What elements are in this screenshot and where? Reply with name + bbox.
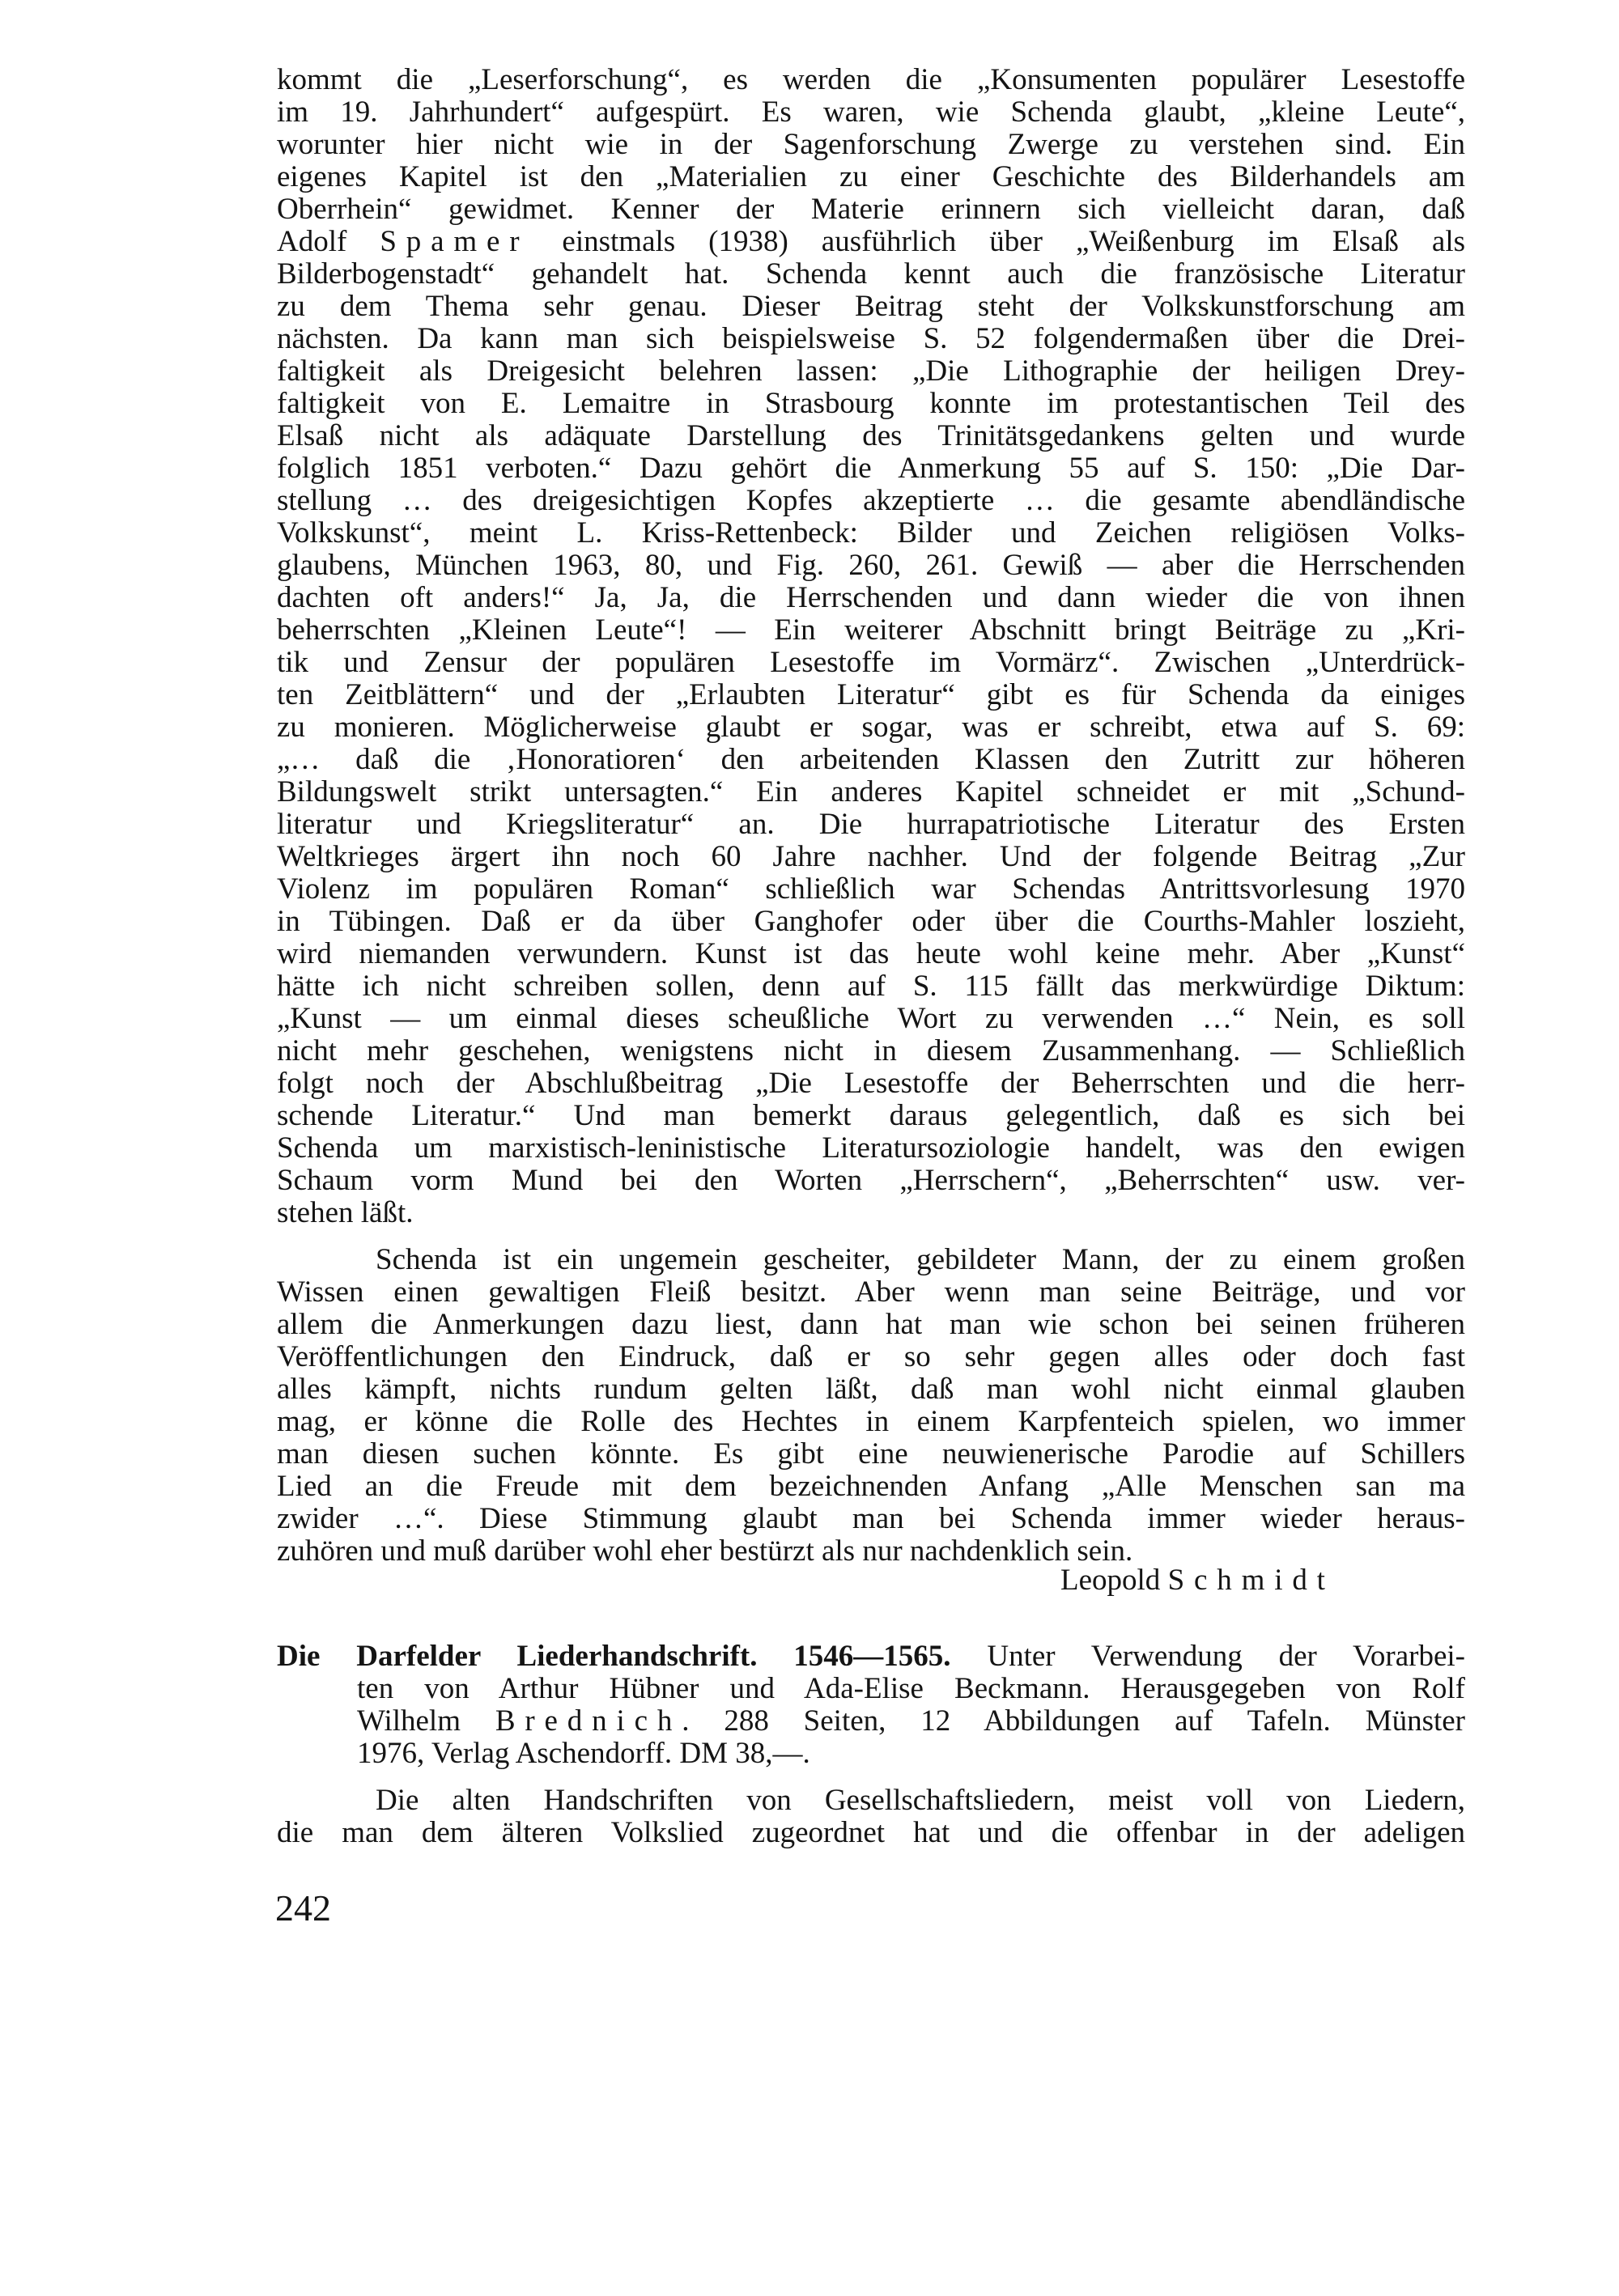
- text-line: [277, 1276, 1465, 1309]
- text-segment: Bilderbogenstadt“ gehandelt hat. Schenda kennt auch die französische Literatur: [277, 257, 1465, 291]
- text-segment: folgt noch der Abschlußbeitrag „Die Lesestoffe der Beherrschten und die herr-: [277, 1067, 1465, 1100]
- text-segment: alles kämpft, nichts rundum gelten läßt, daß man wohl nicht einmal glauben: [277, 1373, 1465, 1406]
- text-line: [277, 420, 1465, 452]
- text-segment: faltigkeit als Dreigesicht belehren lassen: „Die Lithographie der heiligen Drey-: [277, 354, 1465, 388]
- text-line: [277, 161, 1465, 193]
- review-paragraph-2: [277, 1244, 1465, 1568]
- text-line: [277, 1406, 1465, 1438]
- text-line: [277, 291, 1465, 323]
- text-segment: mag, er könne die Rolle des Hechtes in einem Karpfenteich spielen, wo immer: [277, 1405, 1465, 1438]
- text-line: [277, 550, 1465, 582]
- text-line: [277, 1309, 1465, 1341]
- text-segment: beherrschten „Kleinen Leute“! — Ein weiterer Abschnitt bringt Beiträge zu „Kri-: [277, 613, 1465, 647]
- text-segment: schende Literatur.“ Und man bemerkt daraus gelegentlich, daß es sich bei: [277, 1099, 1465, 1132]
- text-line: [277, 1244, 1465, 1276]
- text-segment: Schenda ist ein ungemein gescheiter, gebildeter Mann, der zu einem großen: [376, 1243, 1465, 1276]
- text-line: [277, 193, 1465, 226]
- text-line: [277, 485, 1465, 517]
- reviewer-last-name: Schmidt: [1167, 1564, 1335, 1597]
- text-line: [277, 517, 1465, 550]
- text-line: [277, 1341, 1465, 1373]
- text-segment: . 288 Seiten, 12 Abbildungen auf Tafeln. Münster: [682, 1704, 1465, 1738]
- text-line: [277, 1132, 1465, 1165]
- text-segment: literatur und Kriegsliteratur“ an. Die hurrapatriotische Literatur des Ersten: [277, 808, 1465, 841]
- text-segment: Veröffentlichungen den Eindruck, daß er so sehr gegen alles oder doch fast: [277, 1340, 1465, 1373]
- text-line: [277, 614, 1465, 647]
- text-segment: zu dem Thema sehr genau. Dieser Beitrag steht der Volkskunstforschung am: [277, 290, 1465, 323]
- text-line: [277, 388, 1465, 420]
- text-line: [277, 323, 1465, 355]
- text-segment: tik und Zensur der populären Lesestoffe im Vormärz“. Zwischen „Unterdrück-: [277, 646, 1465, 679]
- text-line: [277, 970, 1465, 1003]
- text-segment: einstmals (1938) ausführlich über „Weißenburg im Elsaß als: [529, 225, 1465, 258]
- text-line: [277, 582, 1465, 614]
- text-line: [277, 744, 1465, 776]
- bold-title: Die Darfelder Liederhandschrift. 1546—1565.: [277, 1640, 951, 1673]
- text-segment: zuhören und muß darüber wohl eher bestürzt als nur nachdenklich sein.: [277, 1534, 1133, 1568]
- text-segment: die man dem älteren Volkslied zugeordnet hat und die offenbar in der adeligen: [277, 1816, 1465, 1849]
- review-paragraph-3: [277, 1785, 1465, 1849]
- text-line: [277, 1067, 1465, 1100]
- text-segment: Wissen einen gewaltigen Fleiß besitzt. Aber wenn man seine Beiträge, und vor: [277, 1275, 1465, 1309]
- text-line: [277, 1035, 1465, 1067]
- text-line: [277, 938, 1465, 970]
- text-line: [277, 647, 1465, 679]
- text-segment: 1976, Verlag Aschendorff. DM 38,—.: [357, 1737, 810, 1770]
- text-segment: Wilhelm: [357, 1704, 495, 1738]
- text-line: [277, 1197, 1465, 1229]
- text-line: [277, 1785, 1465, 1817]
- text-segment: Weltkrieges ärgert ihn noch 60 Jahre nachher. Und der folgende Beitrag „Zur: [277, 840, 1465, 873]
- text-segment: in Tübingen. Daß er da über Ganghofer oder über die Courths-Mahler loszieht,: [277, 905, 1465, 938]
- text-line: [277, 1003, 1465, 1035]
- reviewer-signature: [1060, 1564, 1335, 1597]
- text-line: [277, 1165, 1465, 1197]
- text-segment: wird niemanden verwundern. Kunst ist das heute wohl keine mehr. Aber „Kunst“: [277, 937, 1465, 970]
- text-segment: worunter hier nicht wie in der Sagenforschung Zwerge zu verstehen sind. Ein: [277, 128, 1465, 161]
- text-segment: kommt die „Leserforschung“, es werden die „Konsumenten populärer Lesestoffe: [277, 63, 1465, 96]
- spaced-name: Brednich: [495, 1704, 682, 1738]
- text-line: [277, 679, 1465, 711]
- spaced-name: Spamer: [380, 225, 529, 258]
- text-line: [277, 1503, 1465, 1535]
- text-line: [277, 906, 1465, 938]
- text-segment: stehen läßt.: [277, 1196, 414, 1229]
- reviewer-first-name: Leopold: [1060, 1564, 1168, 1597]
- text-line: [277, 841, 1465, 873]
- text-segment: Die alten Handschriften von Gesellschaftsliedern, meist voll von Liedern,: [376, 1784, 1465, 1817]
- text-segment: Unter Verwendung der Vorarbei-: [950, 1640, 1465, 1673]
- text-segment: „… daß die ‚Honoratioren‘ den arbeitenden Klassen den Zutritt zur höheren: [277, 743, 1465, 776]
- text-segment: nicht mehr geschehen, wenigstens nicht in diesem Zusammenhang. — Schließlich: [277, 1034, 1465, 1067]
- text-segment: Violenz im populären Roman“ schließlich war Schendas Antrittsvorlesung 1970: [277, 872, 1465, 906]
- text-line: [277, 1640, 1465, 1673]
- text-line: [277, 873, 1465, 906]
- text-segment: stellung … des dreigesichtigen Kopfes akzeptierte … die gesamte abendländische: [277, 484, 1465, 517]
- review-paragraph-1: [277, 64, 1465, 1229]
- text-line: [277, 64, 1465, 96]
- text-segment: allem die Anmerkungen dazu liest, dann hat man wie schon bei seinen früheren: [277, 1308, 1465, 1341]
- text-segment: Schaum vorm Mund bei den Worten „Herrschern“, „Beherrschten“ usw. ver-: [277, 1164, 1465, 1197]
- text-segment: „Kunst — um einmal dieses scheußliche Wort zu verwenden …“ Nein, es soll: [277, 1002, 1465, 1035]
- text-line: [277, 1471, 1465, 1503]
- text-segment: zwider …“. Diese Stimmung glaubt man bei Schenda immer wieder heraus-: [277, 1502, 1465, 1535]
- text-line: [277, 1705, 1465, 1738]
- text-line: [277, 1100, 1465, 1132]
- text-line: [277, 452, 1465, 485]
- text-segment: man diesen suchen könnte. Es gibt eine neuwienerische Parodie auf Schillers: [277, 1437, 1465, 1471]
- text-segment: hätte ich nicht schreiben sollen, denn auf S. 115 fällt das merkwürdige Diktum:: [277, 970, 1465, 1003]
- text-line: [277, 1373, 1465, 1406]
- text-line: [277, 1535, 1465, 1568]
- text-segment: Volkskunst“, meint L. Kriss-Rettenbeck: Bilder und Zeichen religiösen Volks-: [277, 516, 1465, 550]
- text-segment: nächsten. Da kann man sich beispielsweise S. 52 folgendermaßen über die Drei-: [277, 322, 1465, 355]
- text-segment: folglich 1851 verboten.“ Dazu gehört die Anmerkung 55 auf S. 150: „Die Dar-: [277, 452, 1465, 485]
- text-line: [277, 711, 1465, 744]
- text-line: [277, 1673, 1465, 1705]
- text-segment: dachten oft anders!“ Ja, Ja, die Herrschenden und dann wieder die von ihnen: [277, 581, 1465, 614]
- text-segment: Lied an die Freude mit dem bezeichnenden Anfang „Alle Menschen san ma: [277, 1470, 1465, 1503]
- text-line: [277, 776, 1465, 808]
- text-line: [277, 96, 1465, 129]
- text-line: [277, 226, 1465, 258]
- text-segment: ten Zeitblättern“ und der „Erlaubten Literatur“ gibt es für Schenda da einiges: [277, 678, 1465, 711]
- page-number: 242: [275, 1887, 331, 1929]
- text-segment: Schenda um marxistisch-leninistische Literatursoziologie handelt, was den ewigen: [277, 1131, 1465, 1165]
- text-segment: glaubens, München 1963, 80, und Fig. 260, 261. Gewiß — aber die Herrschenden: [277, 549, 1465, 582]
- text-line: [277, 1438, 1465, 1471]
- text-segment: eigenes Kapitel ist den „Materialien zu einer Geschichte des Bilderhandels am: [277, 160, 1465, 193]
- text-segment: im 19. Jahrhundert“ aufgespürt. Es waren, wie Schenda glaubt, „kleine Leute“,: [277, 95, 1465, 129]
- bibliographic-entry: [277, 1640, 1465, 1770]
- text-segment: Oberrhein“ gewidmet. Kenner der Materie erinnern sich vielleicht daran, daß: [277, 193, 1465, 226]
- text-segment: Bildungswelt strikt untersagten.“ Ein anderes Kapitel schneidet er mit „Schund-: [277, 775, 1465, 808]
- text-segment: ten von Arthur Hübner und Ada-Elise Beckmann. Herausgegeben von Rolf: [357, 1672, 1465, 1705]
- text-segment: Elsaß nicht als adäquate Darstellung des Trinitätsgedankens gelten und wurde: [277, 419, 1465, 452]
- text-line: [277, 258, 1465, 291]
- text-line: [277, 808, 1465, 841]
- text-line: [277, 129, 1465, 161]
- text-line: [277, 1738, 1465, 1770]
- text-line: [277, 1817, 1465, 1849]
- text-segment: faltigkeit von E. Lemaitre in Strasbourg konnte im protestantischen Teil des: [277, 387, 1465, 420]
- text-segment: Adolf: [277, 225, 380, 258]
- text-segment: zu monieren. Möglicherweise glaubt er sogar, was er schreibt, etwa auf S. 69:: [277, 711, 1465, 744]
- text-line: [277, 355, 1465, 388]
